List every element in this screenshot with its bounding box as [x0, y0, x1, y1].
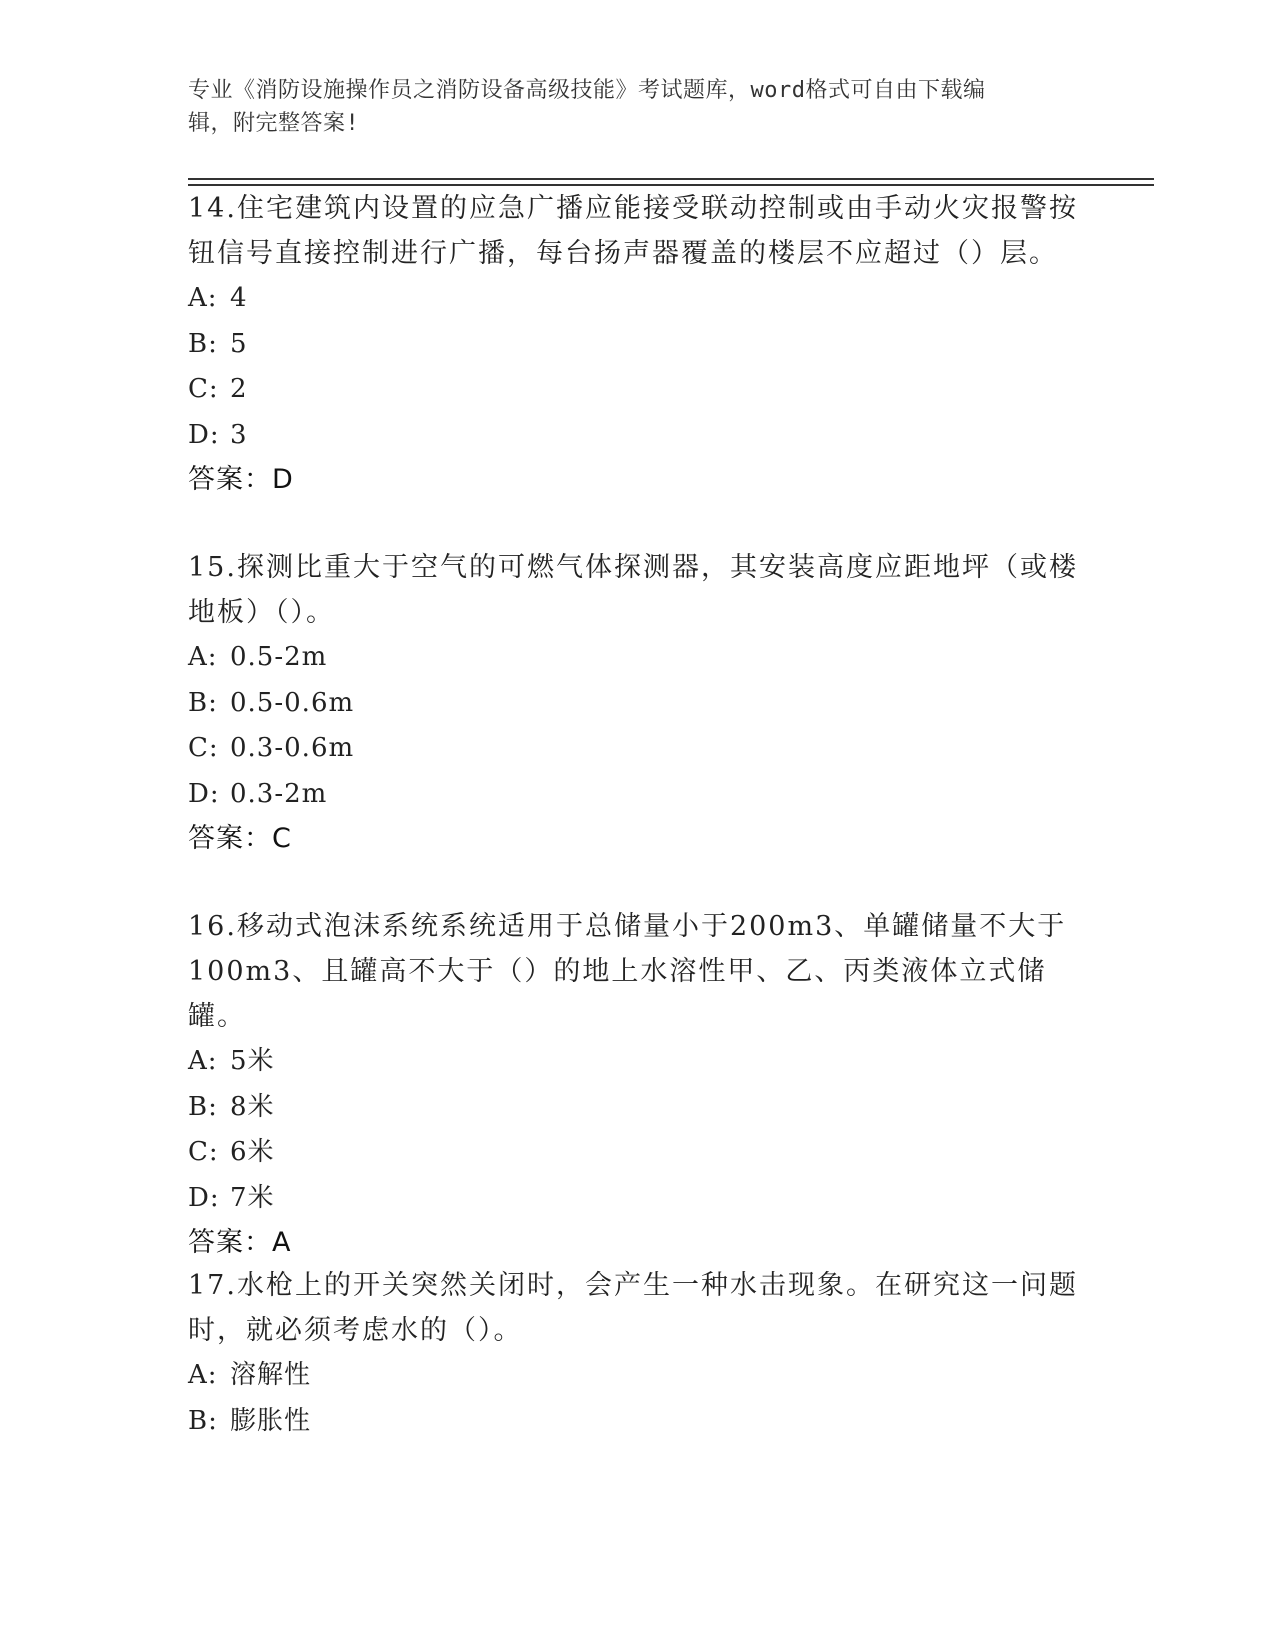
question-text-line-1: 15.探测比重大于空气的可燃气体探测器，其安装高度应距地坪（或楼 [188, 552, 1078, 583]
option-value: 5 [230, 328, 248, 359]
answer-line: 答案：C [188, 823, 292, 854]
header-line-2: 辑，附完整答案! [188, 111, 360, 136]
option-value: 膨胀性 [230, 1405, 312, 1436]
option-b [188, 681, 1078, 727]
option-letter: A: [188, 283, 218, 313]
option-value: 6米 [230, 1137, 275, 1167]
option-letter: D: [188, 1182, 220, 1213]
option-d [188, 772, 1078, 818]
option-a [188, 276, 1078, 322]
option-c [188, 726, 1078, 772]
option-letter: D: [188, 778, 220, 809]
question-text-line-2: 钮信号直接控制进行广播，每台扬声器覆盖的楼层不应超过（）层。 [188, 238, 1058, 269]
question-text-line-2: 100m3、且罐高不大于（）的地上水溶性甲、乙、丙类液体立式储罐。 [188, 956, 1047, 1032]
option-a [188, 635, 1078, 681]
option-letter: A: [188, 1046, 218, 1076]
option-value: 7米 [230, 1182, 275, 1213]
option-value: 3 [230, 419, 248, 450]
question-text-line-1: 16.移动式泡沫系统系统适用于总储量小于200m3、单罐储量不大于 [188, 911, 1067, 942]
question-text-line-2: 地板）（）。 [188, 597, 335, 628]
option-value: 0.5-2m [230, 642, 328, 672]
option-letter: B: [188, 1405, 218, 1436]
question-text-line-1: 14.住宅建筑内设置的应急广播应能接受联动控制或由手动火灾报警按 [188, 193, 1078, 224]
question-text-line-1: 17.水枪上的开关突然关闭时，会产生一种水击现象。在研究这一问题 [188, 1270, 1078, 1301]
option-c [188, 367, 1078, 413]
header-line-1: 专业《消防设施操作员之消防设备高级技能》考试题库，word格式可自由下载编 [188, 78, 986, 103]
option-value: 0.3-2m [230, 778, 328, 809]
option-letter: C: [188, 733, 219, 763]
question-14 [188, 186, 1078, 502]
option-letter: B: [188, 687, 218, 718]
question-16 [188, 904, 1078, 1265]
question-text-line-2: 时，就必须考虑水的（）。 [188, 1315, 523, 1346]
option-value: 0.5-0.6m [230, 687, 355, 718]
option-b [188, 1085, 1078, 1131]
option-letter: C: [188, 1137, 219, 1167]
option-letter: B: [188, 328, 218, 359]
document-header [188, 74, 1068, 140]
option-letter: A: [188, 1360, 218, 1390]
option-value: 4 [230, 283, 248, 313]
option-letter: B: [188, 1091, 218, 1122]
option-letter: C: [188, 374, 219, 404]
option-value: 溶解性 [230, 1360, 312, 1390]
option-d [188, 413, 1078, 459]
header-divider-top [188, 178, 1154, 180]
question-17 [188, 1263, 1078, 1444]
option-b [188, 1399, 1078, 1445]
answer-line: 答案：A [188, 1227, 292, 1258]
option-a [188, 1353, 1078, 1399]
option-value: 2 [230, 374, 248, 404]
answer-line: 答案：D [188, 464, 294, 495]
option-value: 8米 [230, 1091, 275, 1122]
option-b [188, 322, 1078, 368]
option-c [188, 1130, 1078, 1176]
option-d [188, 1176, 1078, 1222]
option-letter: D: [188, 419, 220, 450]
option-letter: A: [188, 642, 218, 672]
option-value: 0.3-0.6m [230, 733, 355, 763]
option-a [188, 1039, 1078, 1085]
option-value: 5米 [230, 1046, 275, 1076]
question-15 [188, 545, 1078, 861]
